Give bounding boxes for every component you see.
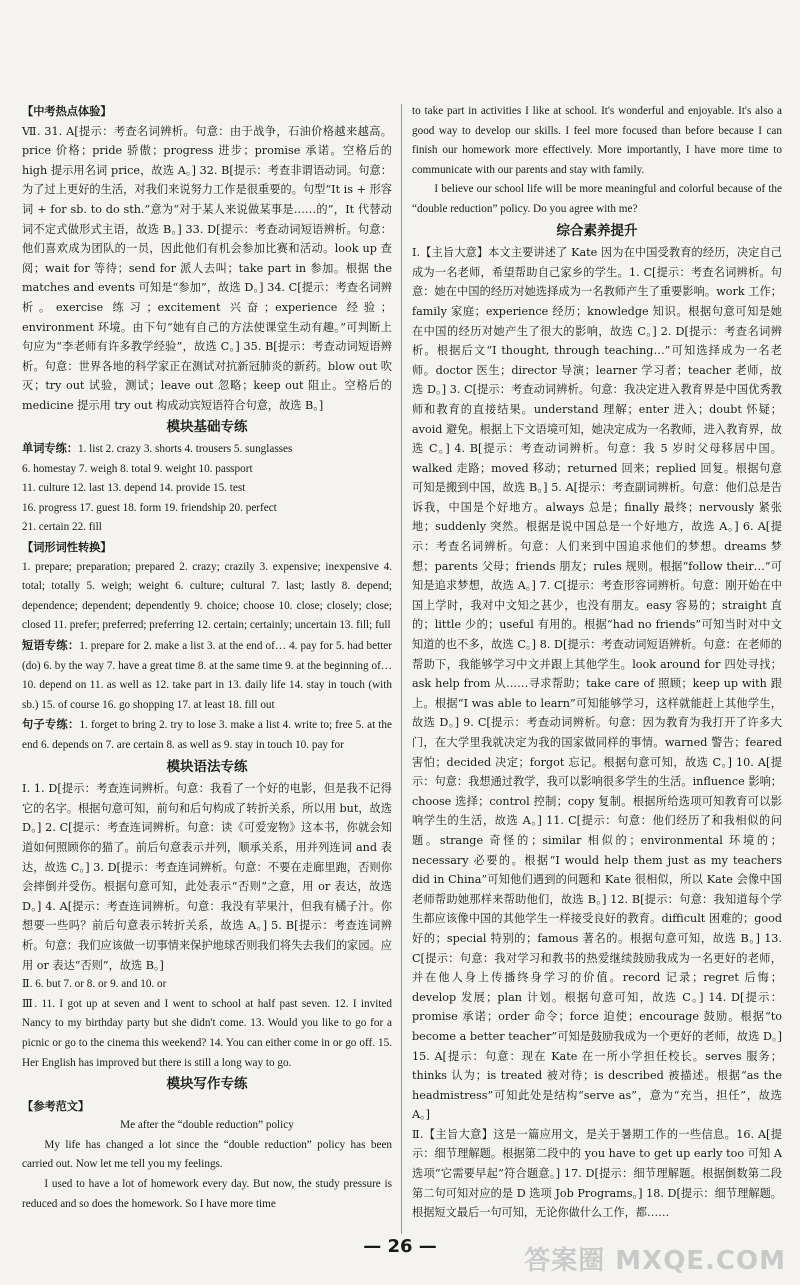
section-title: 模块语法专练 [166, 758, 248, 775]
sentence-tag: 句子专练： [22, 718, 80, 732]
vocab-line: 21. certain 22. fill [22, 521, 102, 534]
essay-paragraph: My life has changed a lot since the “double reduction” policy has been carried out. Now let me tell you my feelings. [22, 1138, 392, 1171]
vocab-line: 16. progress 17. guest 18. form 19. friendship 20. perfect [22, 501, 277, 514]
reading-block: Ⅰ.【主旨大意】本文主要讲述了 Kate 因为在中国受教育的经历，决定自己成为一名老师，希望帮助自己家乡的学生。1. C[提示：考查名词辨析。句意：她在中国的经历对她选择成为一名教师产生了重要影响。work 工作；family 家庭；experience 经历；knowledge 知识。根据句意可知是她在中国的经历对她产生了很大的影响，故选 C。] 2. D[提示：考查名词辨析。根据后文“I thought, through teaching…”可知选择成为一名老师。doctor 医生；director 导演；learner 学习者；teacher 老师，故选 D。] 3. C[提示：考查动词辨析。句意：我决定进入教育界是中国优秀教师和教育的直接结果。understand 理解；enter 进入；doubt 怀疑；avoid 避免。根据上下文语境可知，她决定成为一名教师，进入教育界，故选 C。] 4. B[提示：考查动词辨析。句意：我 5 岁时父母移居中国。walked 走路；moved 移动；returned 回来；replied 回复。根据句意可知是搬到中国，故选 B。] 5. A[提示：考查副词辨析。句意：他们总是告诉我，中国是个好地方。always 总是；finally 最终；nervously 紧张地；suddenly 突然。根据是说中国总是一个好地方，故选 A。] 6. A[提示：考查名词辨析。句意：人们来到中国追求他们的梦想。dreams 梦想；parents 父母；friends 朋友；rules 规则。根据“follow their…”可知是追求梦想，故选 A。] 7. C[提示：考查形容词辨析。句意：刚开始在中国上学时，我对中文知之甚少，也没有朋友。easy 容易的；straight 直的；little 少的；useful 有用的。根据“had no friends”可知当时对中文知道的也不多，故选 C。] 8. D[提示：考查动词短语辨析。句意：在老师的帮助下，我能够学习中文并跟上其他学生。look around for 四处寻找；ask help from 从……寻求帮助；take care of 照顾；keep up with 跟上。根据“I was able to learn”可知能够学习，这样就能赶上其他学生，故选 D。] 9. C[提示：考查动词辨析。句意：因为教育为我打开了许多大门，在大学里我就决定为我的国家做同样的事情。warned 警告；feared 害怕；decided 决定；forgot 忘记。根据句意可知，故选 C。] 10. A[提示：句意：我想通过教学，我可以影响很多学生的生活。influence 影响；choose 选择；control 控制；copy 复制。根据所给选项可知教育可以影响学生的生活，故选 A。] 11. C[提示：句意：他们经历了和我相似的问题。strange 奇怪的；similar 相似的；environmental 环境的；necessary 必要的。根据“I would help them just as my teachers did in China”可知他们遇到的问题和 Kate 很相似，所以 Kate 会像中国老师帮助她那样来帮助他们，故选 B。] 12. B[提示：句意：我知道每个学生都应该像中国的其他学生一样接受良好的教育。difficult 困难的；good 好的；special 特别的；famous 著名的。根据句意可知，故选 B。] 13. C[提示：句意：我对学习和教书的热爱继续鼓励我成为一名更好的老师，并在他人身上传播终身学习的价值。record 记录；regret 后悔；develop 发展；plan 计划。根据句意可知，故选 C。] 14. D[提示：promise 承诺；order 命令；force 迫使；encourage 鼓励。根据“to become a better teacher”可知是鼓励我成为一个更好的老师，故选 D。] 15. A[提示：句意：现在 Kate 在一所小学担任校长。serves 服务；thinks 认为；is treated 被对待；is described 被描述。根据“as the headmistress”可知此处是结构“serve as”，意为“充当，担任”，故选 A。] [412, 246, 782, 1122]
grammar-part3: Ⅲ. 11. I got up at seven and I went to school at half past seven. 12. I invited Nancy to my birthday party but she didn't come. 13. Would you like to go for a picnic or go to the cinema this weekend? 14. You can either come in or go off. 15. Her English has improved but there is still a long way to go. [22, 997, 392, 1069]
grammar-part2: Ⅱ. 6. but 7. or 8. or 9. and 10. or [22, 978, 167, 991]
phrases-text: 1. prepare for 2. make a list 3. at the end of… 4. pay for 5. had better (do) 6. by the way 7. have a great time 8. at the same time 9. at the beginning of… 10. depend on 11. as well as 12. take part in 13. daily life 14. stay in touch (with sb.) 15. of course 16. go shopping 17. at least 18. fill out [22, 640, 392, 711]
section-title: 模块基础专练 [166, 418, 248, 435]
section-heading: 【中考热点体验】 [22, 105, 112, 118]
right-column [412, 102, 782, 1223]
reading-block: Ⅱ.【主旨大意】这是一篇应用文，是关于暑期工作的一些信息。16. A[提示：细节理解题。根据第二段中的 you have to get up early too 可知 A 选项“它需要早起”符合题意。] 17. D[提示：细节理解题。根据倒数第二段第二句可知对应的是 D 选项 Job Programs。] 18. D[提示：细节理解题。根据短文最后一句可知，无论你做什么工作，都…… [412, 1127, 782, 1220]
essay-paragraph: to take part in activities I like at school. It's wonderful and enjoyable. It's also a good way to develop our skills. I feel more focused than before because I can finish our homework more effectively. More importantly, I have more time to communicate with our parents and stay with family. [412, 105, 782, 176]
essay-paragraph: I believe our school life will be more meaningful and colorful because of the “double reduction” policy. Do you agree with me? [412, 183, 782, 215]
vocab-line: 11. culture 12. last 13. depend 14. provide 15. test [22, 482, 246, 495]
vocab-tag: 单词专练： [22, 442, 78, 456]
page-number: — 26 — [363, 1236, 437, 1257]
section-title: 综合素养提升 [556, 222, 638, 239]
left-column [22, 102, 392, 1214]
watermark: 答案圈 MXQE.COM [524, 1246, 786, 1276]
sample-tag: 【参考范文】 [22, 1099, 90, 1113]
forms-block: 1. prepare; preparation; prepared 2. crazy; crazily 3. expensive; inexpensive 4. total; totally 5. weigh; weight 6. culture; cultural 7. last; lastly 8. depend; dependence; dependent; dependently 9. choice; choose 10. close; closely; close; closed 11. prefer; preferred; preferring 12. certain; certainly; uncertain 13. fill; full [22, 560, 392, 632]
column-divider [401, 104, 402, 1234]
sentences-block [22, 715, 392, 755]
vocab-line: 1. list 2. crazy 3. shorts 4. trousers 5. sunglasses [77, 443, 293, 456]
answer-block: Ⅶ. 31. A[提示：考查名词辨析。句意：由于战争，石油价格越来越高。price 价格；pride 骄傲；progress 进步；promise 承诺。空格后的 high 提示用名词 price，故选 A。] 32. B[提示：考查非谓语动词。句意：为了过上更好的生活，对我们来说努力工作是很重要的。句型“It is + 形容词 + for sb. to do sth.”意为“对于某人来说做某事是……的”，It 代替动词不定式做形式主语，故选 B。] 33. D[提示：考查动词短语辨析。句意：他们喜欢成为团队的一员，因此他们有机会参加比赛和活动。look up 查阅；wait for 等待；send for 派人去叫；take part in 参加。根据 the matches and events 可知是“参加”，故选 D。] 34. C[提示：考查名词辨析。exercise 练习；excitement 兴奋；experience 经验；environment 环境。由下句“她有自己的方法使课堂生动有趣。”可判断上句应为“李老师有许多教学经验”，故选 C。] 35. B[提示：考查动词短语辨析。句意：世界各地的科学家正在测试对抗新冠肺炎的新药。blow out 吹灭；try out 试验，测试；leave out 忽略；keep out 阻止。空格后的 medicine 提示用 try out 构成动宾短语符合句意，故选 B。] [22, 124, 392, 412]
essay-title: Me after the “double reduction” policy [120, 1119, 294, 1132]
vocab-block [22, 439, 392, 538]
vocab-line: 6. homestay 7. weigh 8. total 9. weight 10. passport [22, 462, 253, 475]
phrases-block [22, 636, 392, 715]
section-title: 模块写作专练 [166, 1076, 248, 1093]
sentences-text: 1. forget to bring 2. try to lose 3. make a list 4. write to; free 5. at the end 6. depends on 7. are certain 8. as well as 9. stay in touch 10. pay for [22, 719, 392, 751]
essay-paragraph: I used to have a lot of homework every day. But now, the study pressure is reduced and so does the homework. So I have more time [22, 1178, 392, 1210]
grammar-block: Ⅰ. 1. D[提示：考查连词辨析。句意：我看了一个好的电影，但是我不记得它的名字。根据句意可知，前句和后句构成了转折关系，所以用 but，故选 D。] 2. C[提示：考查连词辨析。句意：读《可爱宠物》这本书，你就会知道如何照顾你的猫了。前后句意表示并列，顺承关系，用并列连词 and 表达，故选 C。] 3. D[提示：考查连词辨析。句意：不要在走廊里跑，否则你会摔倒并受伤。根据句意可知，此处表示“否则”之意，用 or 表达，故选 D。] 4. A[提示：考查连词辨析。句意：我没有苹果汁，但我有橘子汁。你想要一些吗？前后句意表示转折关系，故选 A。] 5. B[提示：考查连词辨析。句意：我们应该做一切事情来保护地球否则我们将失去我们的家园。应用 or 表达“否则”，故选 B。] [22, 782, 392, 972]
form-tag: 【词形词性转换】 [22, 541, 112, 555]
phrase-tag: 短语专练： [22, 639, 80, 653]
